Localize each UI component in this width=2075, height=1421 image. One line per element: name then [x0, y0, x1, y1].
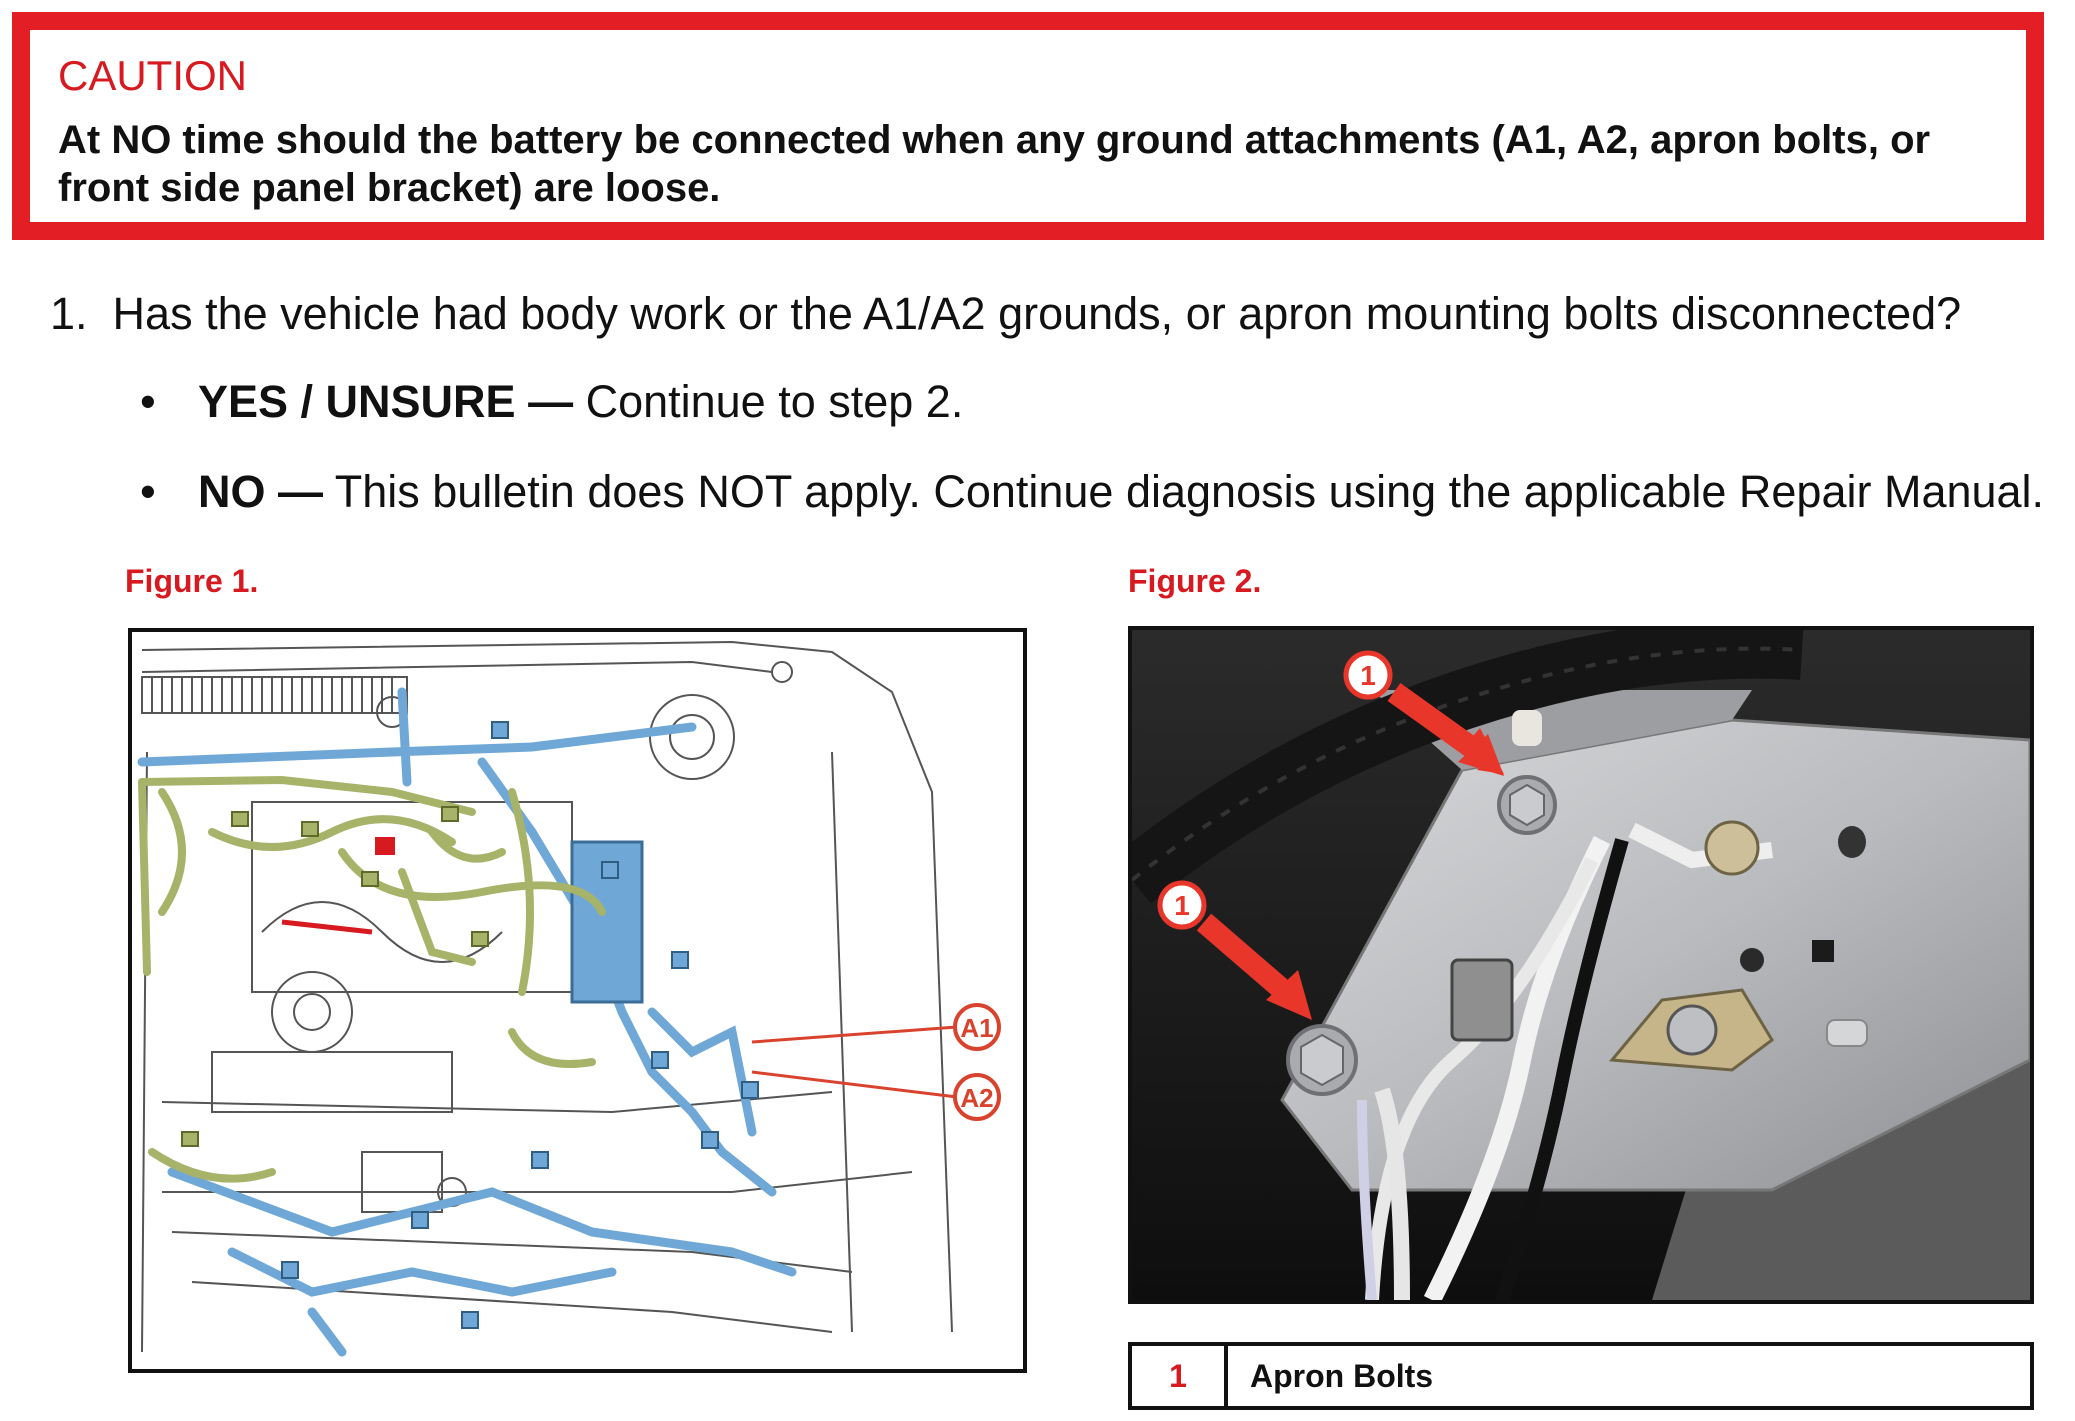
caution-text: At NO time should the battery be connected when any ground attachments (A1, A2, apron bolts, or front side panel bracket) are loose. — [58, 118, 1931, 210]
option-yes-label: YES / UNSURE — — [198, 376, 574, 427]
engine-bay-illustration — [132, 632, 1023, 1369]
callout-1-bottom: 1 — [1174, 890, 1190, 921]
option-no — [140, 466, 2044, 518]
callout-a1: A1 — [960, 1013, 994, 1043]
callout-1-top: 1 — [1360, 660, 1376, 691]
step-question-text: Has the vehicle had body work or the A1/A2 grounds, or apron mounting bolts disconnected? — [112, 288, 1962, 339]
apron-bolts-photo — [1132, 630, 2030, 1300]
option-yes-text: Continue to step 2. — [573, 376, 964, 427]
step-number: 1. — [50, 288, 88, 339]
bullet-icon: • — [140, 466, 156, 517]
figure-2-label: Figure 2. — [1128, 563, 1262, 599]
caution-title: CAUTION — [58, 52, 247, 99]
figure-1-label: Figure 1. — [125, 563, 259, 599]
step-1-question — [50, 288, 1961, 340]
figure-2-legend — [1128, 1342, 2034, 1410]
bullet-icon: • — [140, 376, 156, 427]
figure-2-apron-photo — [1128, 626, 2034, 1304]
figure-1-engine-diagram — [128, 628, 1027, 1373]
legend-text: Apron Bolts — [1250, 1357, 1434, 1394]
option-yes — [140, 376, 963, 428]
option-no-text: This bulletin does NOT apply. Continue diagnosis using the applicable Repair Manual. — [323, 466, 2045, 517]
legend-number: 1 — [1132, 1346, 1228, 1406]
callout-a2: A2 — [960, 1083, 994, 1113]
option-no-label: NO — — [198, 466, 324, 517]
